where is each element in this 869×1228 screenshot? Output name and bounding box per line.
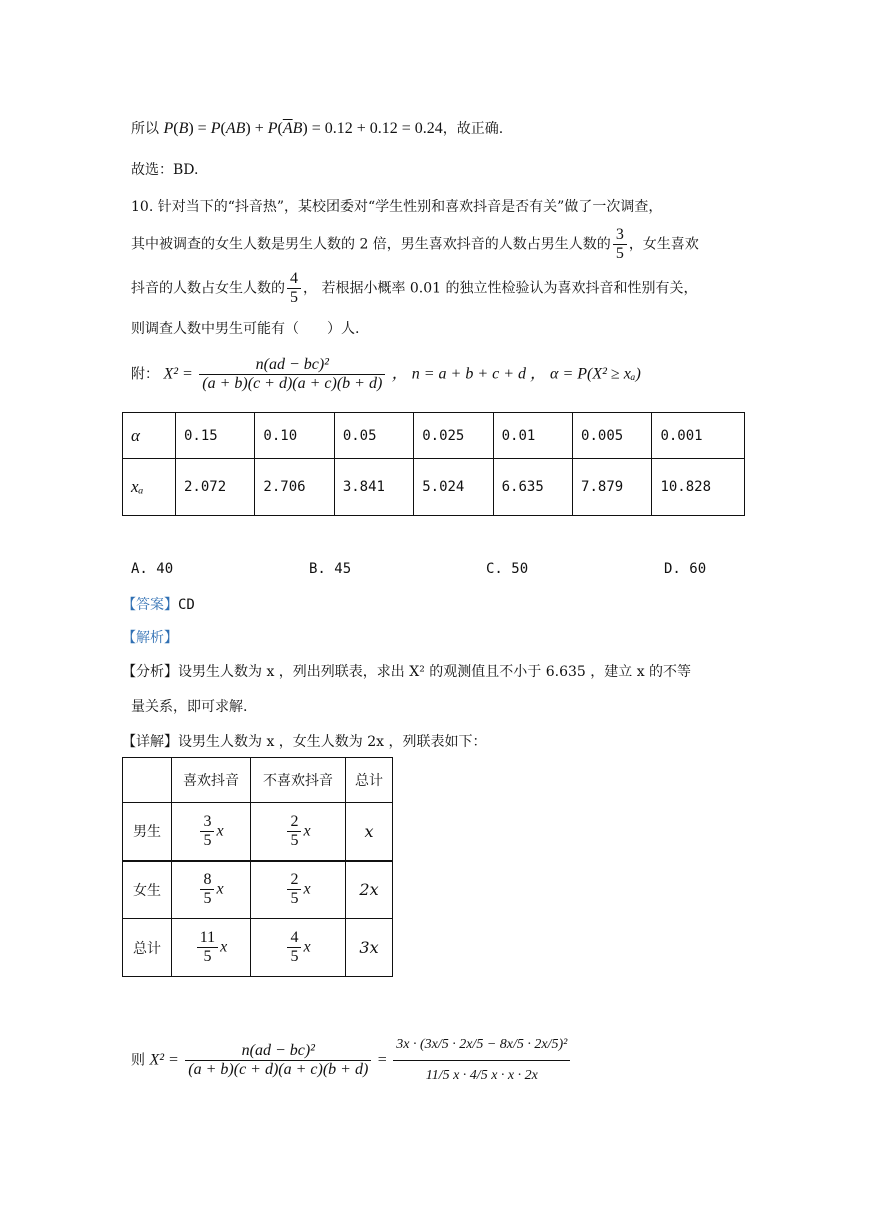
alpha-cell: 0.001 — [652, 413, 745, 459]
text-suffix: ，故正确. — [442, 121, 504, 137]
cell-fraction: $\frac{4}{5}$ x — [251, 919, 346, 977]
question-line-2 — [131, 226, 699, 263]
header-row — [123, 758, 393, 803]
fenxi-label: 【分析】 — [122, 664, 178, 680]
alpha-cell: 0.025 — [414, 413, 493, 459]
option-c: C. 50 — [486, 561, 529, 577]
text-prefix: 所以 — [131, 121, 159, 137]
critical-value-table — [122, 412, 745, 516]
alpha-label: α — [123, 413, 176, 459]
final-lhs: X² = — [149, 1051, 179, 1069]
x-cell: 6.635 — [493, 459, 572, 516]
fenxi-line-1 — [122, 661, 691, 681]
appendix-formula — [131, 356, 641, 393]
table-row — [123, 861, 393, 919]
row-total: 2x — [346, 861, 393, 919]
question-line-4: 则调查人数中男生可能有（ ）人. — [131, 321, 360, 337]
question-text: ，女生喜欢 — [628, 236, 699, 253]
n-alpha-definition: ， n = a + b + c + d ， α = P(X² ≥ xₐ) — [391, 365, 641, 383]
answer-line — [122, 594, 195, 614]
question-text: ， 若根据小概率 0.01 的独立性检验认为喜欢抖音和性别有关， — [303, 280, 698, 297]
table-row — [123, 919, 393, 977]
cell-fraction: $\frac{2}{5}$ x — [251, 803, 346, 861]
contingency-table — [122, 757, 393, 977]
final-equals: = — [377, 1051, 387, 1069]
xiangjie-text: 设男生人数为 x ，女生人数为 2x ，列联表如下： — [178, 734, 487, 750]
answer-label: 【答案】 — [122, 597, 178, 613]
xiangjie-label: 【详解】 — [122, 734, 178, 750]
final-formula — [131, 1030, 572, 1091]
cell-fraction: $\frac{11}{5}$ x — [172, 919, 251, 977]
row-label: 女生 — [123, 861, 172, 919]
table-row — [123, 803, 393, 861]
fraction: $\frac{3}{5}$ — [613, 226, 627, 263]
x-cell: 3.841 — [334, 459, 413, 516]
xiangjie-line — [122, 731, 487, 751]
x-cell: 5.024 — [414, 459, 493, 516]
option-b: B. 45 — [309, 561, 352, 577]
alpha-cell: 0.05 — [334, 413, 413, 459]
probability-formula: $P(B) = P(AB) + P(\overline{A}B) = 0.12 + 0.12 = 0.24$ — [163, 120, 443, 137]
fenxi-line-2: 量关系，即可求解. — [131, 699, 248, 715]
row-total: x — [346, 803, 393, 861]
x-cell: 10.828 — [652, 459, 745, 516]
question-text: 其中被调查的女生人数是男生人数的 2 倍，男生喜欢抖音的人数占男生人数的 — [131, 236, 611, 253]
alpha-cell: 0.10 — [255, 413, 334, 459]
option-a: A. 40 — [131, 561, 174, 577]
row-total: 3x — [346, 919, 393, 977]
question-text: 抖音的人数占女生人数的 — [131, 280, 285, 297]
fraction: $\frac{4}{5}$ — [287, 270, 301, 307]
final-fraction: $\frac{\text{n(ad − bc)²}}{(a + b)(c + d)(a + c)(b + d)}$ — [185, 1042, 371, 1079]
x-cell: 2.706 — [255, 459, 334, 516]
cell-fraction: $\frac{8}{5}$ x — [172, 861, 251, 919]
analysis-label: 【解析】 — [122, 630, 178, 646]
header-cell: 不喜欢抖音 — [251, 758, 346, 803]
header-cell: 总计 — [346, 758, 393, 803]
fenxi-text: 设男生人数为 x ，列出列联表，求出 X² 的观测值且不小于 6.635 ，建立 x 的不等 — [178, 664, 692, 680]
header-cell: 喜欢抖音 — [172, 758, 251, 803]
x-label: xₐ — [123, 459, 176, 516]
cell-fraction: $\frac{3}{5}$ x — [172, 803, 251, 861]
alpha-row — [123, 413, 745, 459]
x-cell: 7.879 — [573, 459, 652, 516]
header-cell — [123, 758, 172, 803]
choice-line: 故选：BD. — [131, 162, 199, 178]
alpha-cell: 0.01 — [493, 413, 572, 459]
row-label: 男生 — [123, 803, 172, 861]
x-cell: 2.072 — [176, 459, 255, 516]
alpha-cell: 0.15 — [176, 413, 255, 459]
question-line-1: 10. 针对当下的“抖音热”，某校团委对“学生性别和喜欢抖音是否有关”做了一次调查， — [131, 199, 663, 215]
cell-fraction: $\frac{2}{5}$ x — [251, 861, 346, 919]
final-prefix: 则 — [131, 1052, 145, 1069]
row-label: 总计 — [123, 919, 172, 977]
question-line-3 — [131, 270, 698, 307]
conclusion-line — [131, 118, 503, 138]
alpha-cell: 0.005 — [573, 413, 652, 459]
chi-square-lhs: X² = — [163, 365, 193, 383]
final-rhs-fraction: $\frac{\text{3x · (3x/5 · 2x/5 − 8x/5 · 2x/5)²}}{11/5 x \cdot 4/5 x \cdot x \cdot 2x}$ — [393, 1030, 570, 1091]
option-d: D. 60 — [664, 561, 707, 577]
answer-value: CD — [178, 597, 195, 613]
chi-square-fraction: $\frac{\text{n(ad − bc)²}}{(a + b)(c + d)(a + c)(b + d)}$ — [199, 356, 385, 393]
critical-x-row — [123, 459, 745, 516]
appendix-label: 附： — [131, 366, 159, 383]
